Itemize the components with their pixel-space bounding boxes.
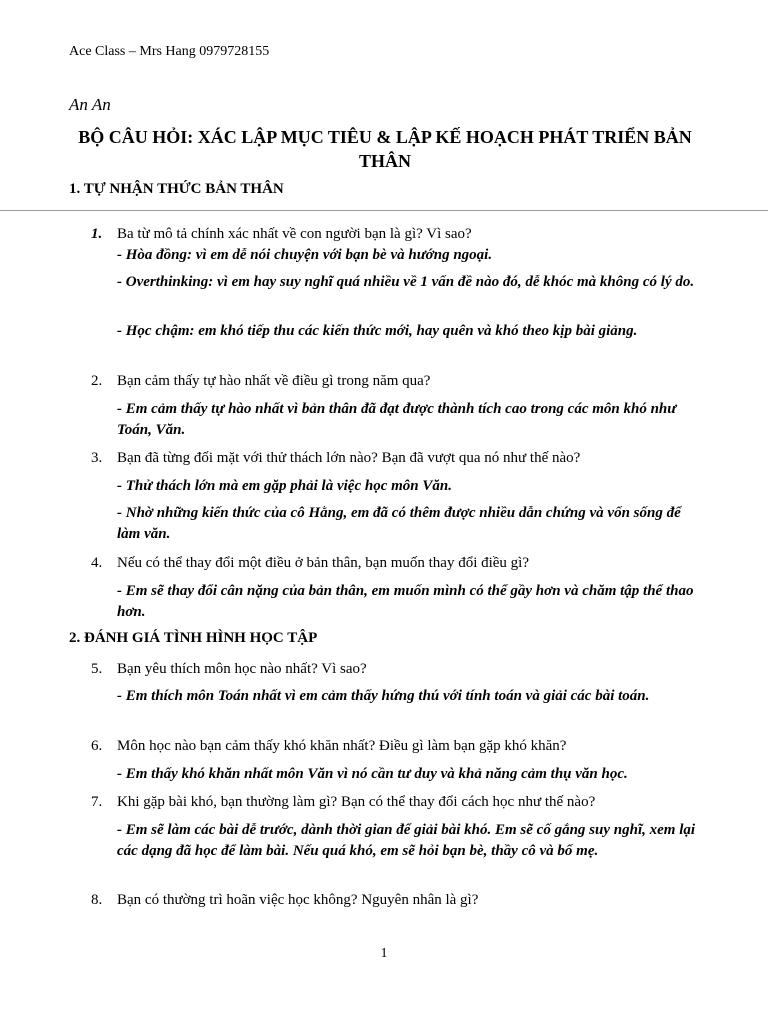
question-number: 1. [91,226,103,242]
answer-text: - Nhờ những kiến thức của cô Hằng, em đã có thêm được nhiều dẫn chứng và vốn sống để làm văn. [117,505,681,542]
question-number: 7. [91,794,103,810]
question-number: 5. [91,661,103,677]
question-number: 8. [91,892,103,908]
question-text: Bạn yêu thích môn học nào nhất? Vì sao? [117,661,367,677]
question-number: 3. [91,450,103,466]
question-text: Nếu có thể thay đổi một điều ở bản thân, bạn muốn thay đổi điều gì? [117,555,530,571]
section-heading-learning: 2. ĐÁNH GIÁ TÌNH HÌNH HỌC TẬP [69,630,318,646]
question-text: Bạn đã từng đối mặt với thử thách lớn nào? Bạn đã vượt qua nó như thế nào? [117,450,581,466]
question-text: Môn học nào bạn cảm thấy khó khăn nhất? Điều gì làm bạn gặp khó khăn? [117,738,567,754]
answer-text: - Em sẽ làm các bài dễ trước, dành thời gian để giải bài khó. Em sẽ cố gắng suy nghĩ, xem lại các dạng đã học để làm bài. Nếu quá khó, em sẽ hỏi bạn bè, thầy cô và bố mẹ. [117,822,696,859]
answer-text: - Hòa đồng: vì em dễ nói chuyện với bạn bè và hướng ngoại. [117,247,493,263]
document-title: BỘ CÂU HỎI: XÁC LẬP MỤC TIÊU & LẬP KẾ HOẠCH PHÁT TRIỂN BẢN THÂN [78,127,692,171]
answer-text: - Em sẽ thay đổi cân nặng của bản thân, em muốn mình có thể gầy hơn và chăm tập thể thao hơn. [117,583,694,620]
divider [0,210,768,211]
section-heading-self-awareness: 1. TỰ NHẬN THỨC BẢN THÂN [69,181,284,197]
page-header: Ace Class – Mrs Hang 0979728155 [69,44,270,59]
answer-text: - Thử thách lớn mà em gặp phải là việc học môn Văn. [117,478,452,494]
answer-text: - Em thấy khó khăn nhất môn Văn vì nó cần tư duy và khả năng cảm thụ văn học. [117,766,628,782]
answer-text: - Overthinking: vì em hay suy nghĩ quá nhiều về 1 vấn đề nào đó, dễ khóc mà không có lý do. [117,274,695,290]
answer-text: - Học chậm: em khó tiếp thu các kiến thức mới, hay quên và khó theo kịp bài giảng. [117,323,638,339]
page-number: 1 [380,946,388,961]
answer-text: - Em cảm thấy tự hào nhất vì bản thân đã đạt được thành tích cao trong các môn khó như Toán, Văn. [117,401,677,438]
answer-text: - Em thích môn Toán nhất vì em cảm thấy hứng thú với tính toán và giải các bài toán. [117,688,650,704]
question-number: 4. [91,555,103,571]
question-number: 6. [91,738,103,754]
question-text: Bạn có thường trì hoãn việc học không? Nguyên nhân là gì? [117,892,479,908]
question-text: Bạn cảm thấy tự hào nhất về điều gì trong năm qua? [117,373,431,389]
author-name: An An [69,95,111,114]
question-number: 2. [91,373,103,389]
question-text: Ba từ mô tả chính xác nhất về con người bạn là gì? Vì sao? [117,226,472,242]
question-text: Khi gặp bài khó, bạn thường làm gì? Bạn có thể thay đổi cách học như thế nào? [117,794,596,810]
